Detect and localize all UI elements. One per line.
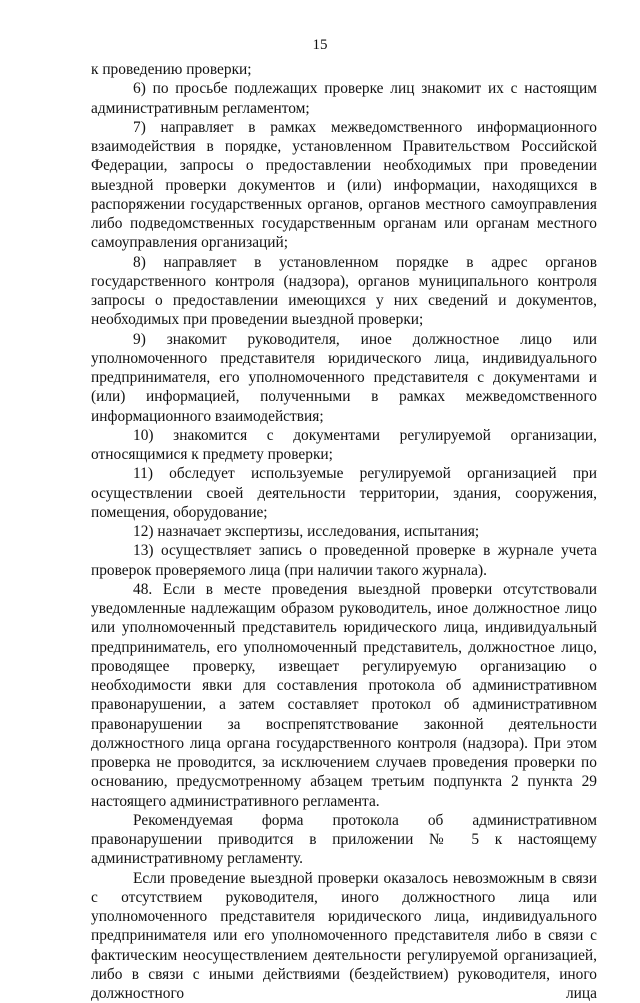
paragraph-recommended-form: Рекомендуемая форма протокола об административном правонарушении приводится в приложении № 5 к настоящему административному регламенту. (91, 811, 597, 869)
paragraph-item-13: 13) осуществляет запись о проведенной проверке в журнале учета проверок проверяемого лица (при наличии такого журнала). (91, 541, 597, 580)
page-number: 15 (0, 36, 640, 54)
paragraph-item-11: 11) обследует используемые регулируемой организацией при осуществлении своей деятельности территории, здания, сооружения, помещения, оборудование; (91, 464, 597, 522)
paragraph-item-8: 8) направляет в установленном порядке в адрес органов государственного контроля (надзора), органов муниципального контроля запросы о предоставлении имеющихся у них сведений и документов, необходимых при проведении выездной проверки; (91, 253, 597, 330)
paragraph-item-7: 7) направляет в рамках межведомственного информационного взаимодействия в порядке, установленном Правительством Российской Федерации, запросы о предоставлении необходимых при проведении выездной проверки документов и (или) информации, находящихся в распоряжении государственных органов, органов местного самоуправления либо подведомственных государственным органам или органам местного самоуправления организаций; (91, 118, 597, 253)
paragraph-item-10: 10) знакомится с документами регулируемой организации, относящимися к предмету проверки; (91, 426, 597, 465)
document-body (91, 60, 597, 1003)
paragraph-item-9: 9) знакомит руководителя, иное должностное лицо или уполномоченного представителя юридического лица, индивидуального предпринимателя, его уполномоченного представителя с документами и (или) информацией, полученными в рамках межведомственного информационного взаимодействия; (91, 330, 597, 426)
paragraph-item-6: 6) по просьбе подлежащих проверке лиц знакомит их с настоящим административным регламентом; (91, 79, 597, 118)
paragraph-continuation: к проведению проверки; (91, 60, 597, 79)
paragraph-section-48: 48. Если в месте проведения выездной проверки отсутствовали уведомленные надлежащим образом руководитель, иное должностное лицо или уполномоченный представитель юридического лица, индивидуальный предприниматель, его уполномоченный представитель, должностное лицо, проводящее проверку, извещает регулируемую организацию о необходимости явки для составления протокола об административном правонарушении, а затем составляет протокол об административном правонарушении за воспрепятствование законной деятельности должностного лица органа государственного контроля (надзора). При этом проверка не проводится, за исключением случаев проведения проверки по основанию, предусмотренному абзацем третьим подпункта 2 пункта 29 настоящего административного регламента. (91, 580, 597, 811)
paragraph-item-12: 12) назначает экспертизы, исследования, испытания; (91, 522, 597, 541)
paragraph-impossible-inspection: Если проведение выездной проверки оказалось невозможным в связи с отсутствием руководителя, иного должностного лица или уполномоченного представителя юридического лица, индивидуального предпринимателя или его уполномоченного представителя либо в связи с фактическим неосуществлением деятельности регулируемой организацией, либо в связи с иными действиями (бездействием) руководителя, иного должностного лица (91, 869, 597, 1003)
